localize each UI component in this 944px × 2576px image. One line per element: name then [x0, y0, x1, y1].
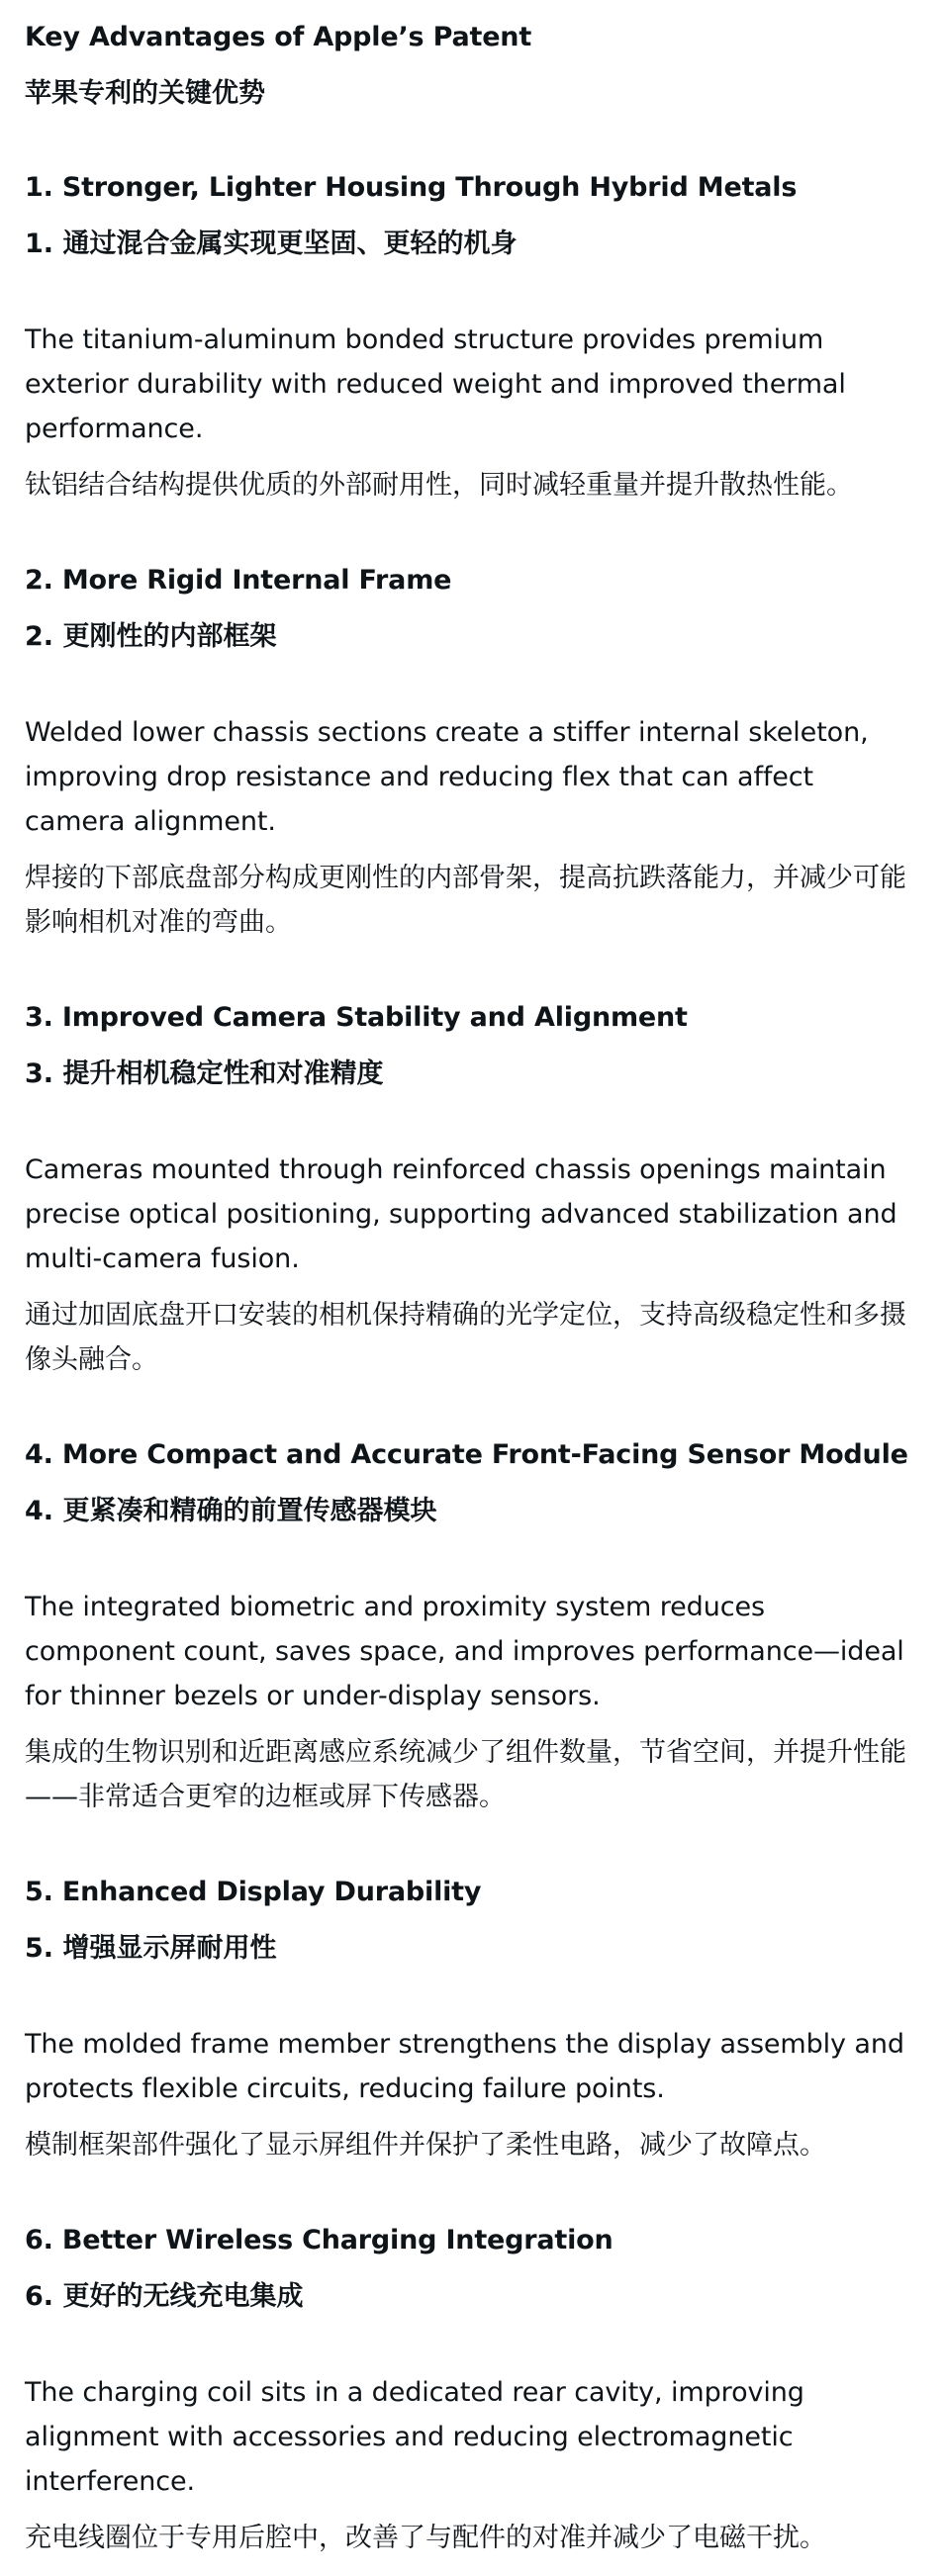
section-3	[25, 998, 920, 1382]
section-heading: 1. Stronger, Lighter Housing Through Hybrid Metals	[25, 172, 798, 203]
section-body-zh: 充电线圈位于专用后腔中，改善了与配件的对准并减少了电磁干扰。	[25, 2523, 826, 2553]
section-heading-zh: 5. 增强显示屏耐用性	[25, 1933, 277, 1964]
section-5	[25, 1873, 920, 2167]
section-body: The charging coil sits in a dedicated rear cavity, improving alignment with accessories and reducing electromagnetic interference.	[25, 2377, 804, 2497]
page-title: Key Advantages of Apple’s Patent	[25, 22, 532, 52]
section-body-zh: 焊接的下部底盘部分构成更刚性的内部骨架，提高抗跌落能力，并减少可能影响相机对准的弯曲。	[25, 863, 906, 938]
section-body: The integrated biometric and proximity system reduces component count, saves space, and improves performance—ideal for thinner bezels or under-display sensors.	[25, 1592, 904, 1711]
section-heading-zh: 1. 通过混合金属实现更坚固、更轻的机身	[25, 229, 518, 259]
page-title-zh: 苹果专利的关键优势	[25, 78, 265, 109]
section-4	[25, 1435, 920, 1819]
section-heading: 3. Improved Camera Stability and Alignment	[25, 1002, 688, 1033]
section-heading: 2. More Rigid Internal Frame	[25, 565, 452, 596]
section-heading-zh: 4. 更紧凑和精确的前置传感器模块	[25, 1496, 437, 1526]
section-2	[25, 561, 920, 945]
section-heading-zh: 2. 更刚性的内部框架	[25, 621, 277, 652]
section-body: The molded frame member strengthens the display assembly and protects flexible circuits, reducing failure points.	[25, 2029, 904, 2104]
section-body-zh: 通过加固底盘开口安装的相机保持精确的光学定位，支持高级稳定性和多摄像头融合。	[25, 1300, 906, 1375]
section-1	[25, 168, 920, 507]
section-body: The titanium-aluminum bonded structure provides premium exterior durability with reduced weight and improved thermal performance.	[25, 324, 846, 444]
section-body: Welded lower chassis sections create a stiffer internal skeleton, improving drop resistance and reducing flex that can affect camera alignment.	[25, 717, 869, 837]
section-heading-zh: 3. 提升相机稳定性和对准精度	[25, 1058, 384, 1089]
section-body-zh: 集成的生物识别和近距离感应系统减少了组件数量，节省空间，并提升性能——非常适合更窄的边框或屏下传感器。	[25, 1737, 906, 1812]
section-body-zh: 模制框架部件强化了显示屏组件并保护了柔性电路，减少了故障点。	[25, 2130, 826, 2161]
section-heading-zh: 6. 更好的无线充电集成	[25, 2281, 304, 2312]
section-heading: 4. More Compact and Accurate Front-Facing Sensor Module	[25, 1439, 908, 1470]
section-heading: 5. Enhanced Display Durability	[25, 1877, 482, 1907]
section-body: Cameras mounted through reinforced chassis openings maintain precise optical positioning, supporting advanced stabilization and multi-camera fusion.	[25, 1154, 897, 1274]
section-6	[25, 2221, 920, 2560]
section-body-zh: 钛铝结合结构提供优质的外部耐用性，同时减轻重量并提升散热性能。	[25, 470, 853, 501]
section-heading: 6. Better Wireless Charging Integration	[25, 2225, 614, 2255]
